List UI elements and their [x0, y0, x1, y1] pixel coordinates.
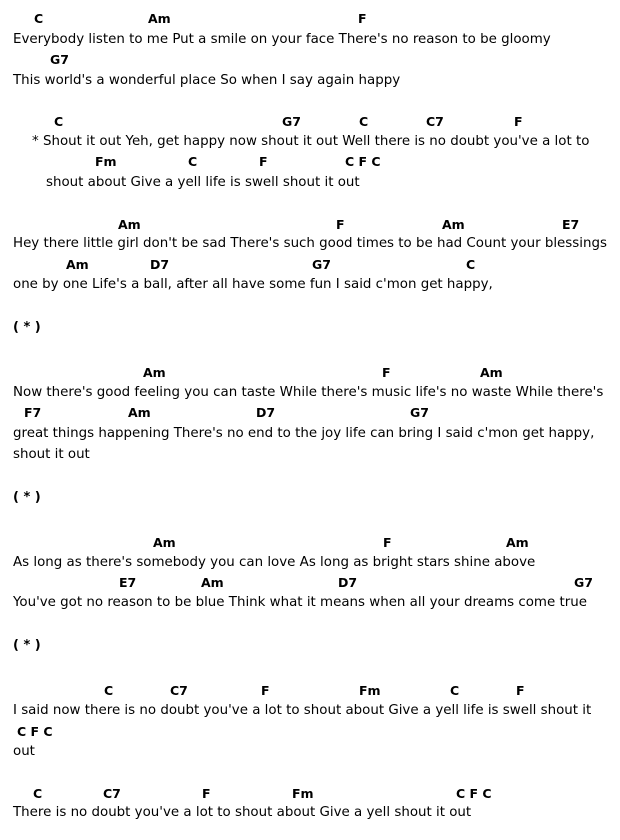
chord: F — [358, 11, 367, 26]
chord: G7 — [312, 257, 331, 272]
chord: Am — [66, 257, 89, 272]
chord: Am — [201, 575, 224, 590]
lyric-line: * Shout it out Yeh, get happy now shout it out Well there is no doubt you've a lot to — [32, 134, 590, 149]
chord: F7 — [24, 405, 42, 420]
chord: F — [383, 535, 392, 550]
chord: Am — [143, 365, 166, 380]
chord: Am — [148, 11, 171, 26]
chord: D7 — [256, 405, 276, 420]
lyric-line: As long as there's somebody you can love As long as bright stars shine above — [13, 555, 536, 570]
chord: C7 — [103, 786, 121, 801]
lyric-line: Everybody listen to me Put a smile on your face There's no reason to be gloomy — [13, 32, 551, 47]
chord: C F C — [456, 786, 492, 801]
chord: F — [261, 683, 270, 698]
chord: F — [202, 786, 211, 801]
chorus-repeat-mark: ( * ) — [13, 638, 41, 653]
chord: C — [466, 257, 476, 272]
chord: C F C — [17, 724, 53, 739]
lyric-line: great things happening There's no end to the joy life can bring I said c'mon get happy, — [13, 426, 595, 441]
lyric-line: Now there's good feeling you can taste While there's music life's no waste While there's — [13, 385, 604, 400]
lyric-line: out — [13, 744, 35, 759]
chord: Fm — [95, 154, 117, 169]
lyric-line: I said now there is no doubt you've a lot to shout about Give a yell life is swell shout it — [13, 703, 592, 718]
chord: F — [336, 217, 345, 232]
chord: G7 — [410, 405, 429, 420]
chorus-repeat-mark: ( * ) — [13, 320, 41, 335]
chord: D7 — [150, 257, 170, 272]
chord: E7 — [562, 217, 580, 232]
chord: Am — [153, 535, 176, 550]
chord: D7 — [338, 575, 358, 590]
lyric-line: shout about Give a yell life is swell shout it out — [46, 175, 360, 190]
chord: C7 — [426, 114, 444, 129]
chord: F — [514, 114, 523, 129]
chord: C — [34, 11, 44, 26]
chord: Am — [442, 217, 465, 232]
lyric-line: This world's a wonderful place So when I say again happy — [13, 73, 401, 88]
chord: G7 — [574, 575, 593, 590]
chord: F — [516, 683, 525, 698]
chord: Fm — [359, 683, 381, 698]
chord: Am — [128, 405, 151, 420]
chord: C — [359, 114, 369, 129]
chord: C — [104, 683, 114, 698]
lyric-line: Hey there little girl don't be sad There's such good times to be had Count your blessings — [13, 236, 607, 251]
chord: G7 — [282, 114, 301, 129]
chord: C — [450, 683, 460, 698]
chord: Am — [118, 217, 141, 232]
lyric-line: one by one Life's a ball, after all have some fun I said c'mon get happy, — [13, 277, 493, 292]
chord: C F C — [345, 154, 381, 169]
chord: Am — [506, 535, 529, 550]
lyric-line: shout it out — [13, 447, 90, 462]
chord: Fm — [292, 786, 314, 801]
chorus-repeat-mark: ( * ) — [13, 490, 41, 505]
lyric-line: You've got no reason to be blue Think what it means when all your dreams come true — [13, 595, 587, 610]
chord: C7 — [170, 683, 188, 698]
chord: Am — [480, 365, 503, 380]
chord: C — [188, 154, 198, 169]
chord: C — [54, 114, 64, 129]
chord: F — [382, 365, 391, 380]
chord: E7 — [119, 575, 137, 590]
chord: C — [33, 786, 43, 801]
chord: F — [259, 154, 268, 169]
chord: G7 — [50, 52, 69, 67]
lyric-line: There is no doubt you've a lot to shout about Give a yell shout it out — [13, 805, 472, 820]
